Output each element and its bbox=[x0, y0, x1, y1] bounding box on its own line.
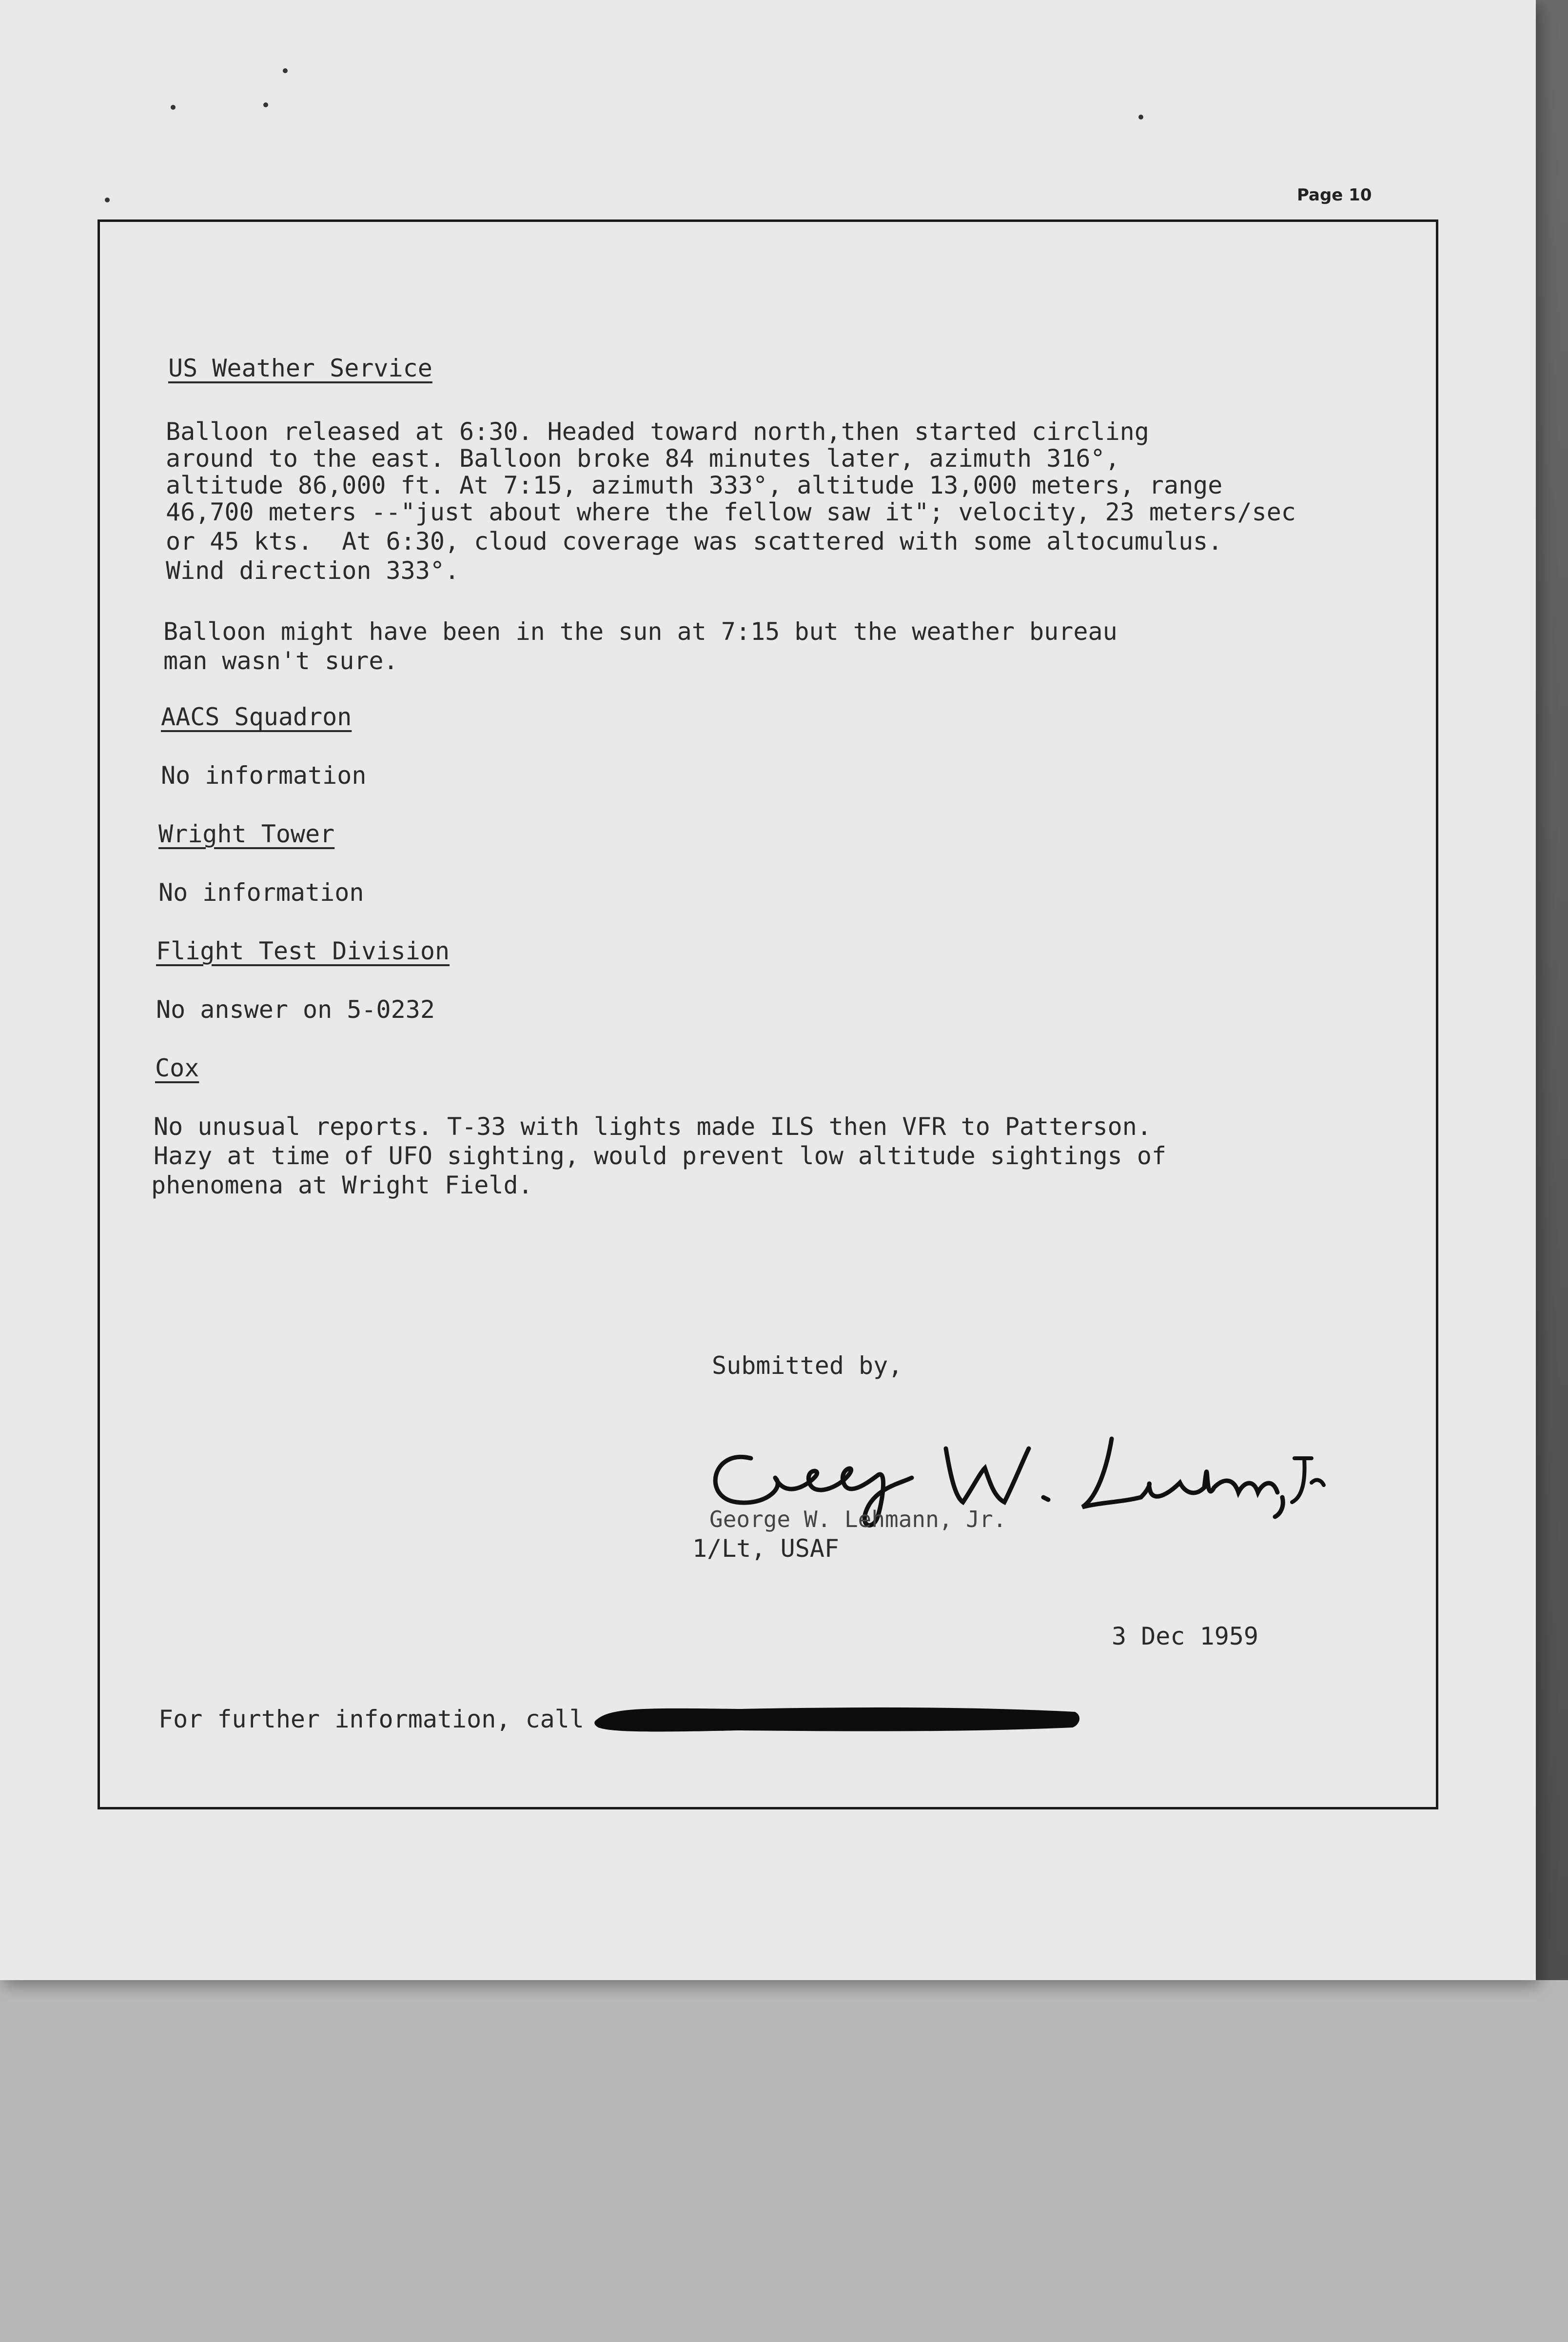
further-info-text: For further information, call bbox=[158, 1705, 584, 1733]
tower-body: No information bbox=[158, 878, 364, 907]
section-heading-weather: US Weather Service bbox=[168, 354, 432, 382]
weather-line-4: 46,700 meters --"just about where the fellow saw it"; velocity, 23 meters/sec bbox=[166, 498, 1296, 526]
section-heading-cox: Cox bbox=[155, 1054, 199, 1082]
redaction-icon bbox=[592, 1702, 1085, 1736]
cox-line-2: Hazy at time of UFO sighting, would prevent low altitude sightings of bbox=[154, 1142, 1167, 1170]
aacs-body: No information bbox=[161, 761, 367, 790]
cox-line-3: phenomena at Wright Field. bbox=[151, 1171, 533, 1199]
document-date: 3 Dec 1959 bbox=[1112, 1622, 1259, 1650]
section-heading-flight-test: Flight Test Division bbox=[156, 937, 450, 965]
weather-line-6: Wind direction 333°. bbox=[166, 556, 460, 585]
scan-speck bbox=[263, 102, 268, 107]
weather-line-5: or 45 kts. At 6:30, cloud coverage was scattered with some altocumulus. bbox=[166, 527, 1223, 556]
section-heading-tower: Wright Tower bbox=[158, 820, 335, 848]
scan-speck bbox=[171, 105, 176, 110]
weather-line-1: Balloon released at 6:30. Headed toward north,then started circling bbox=[166, 417, 1149, 446]
weather-line-2: around to the east. Balloon broke 84 minutes later, azimuth 316°, bbox=[166, 444, 1120, 473]
submitted-by: Submitted by, bbox=[712, 1351, 903, 1380]
weather-note-line-2: man wasn't sure. bbox=[163, 647, 398, 675]
signer-rank: 1/Lt, USAF bbox=[692, 1534, 840, 1563]
page-number: Page 10 bbox=[1297, 185, 1372, 205]
weather-note-line-1: Balloon might have been in the sun at 7:15 but the weather bureau bbox=[163, 617, 1117, 646]
signer-name: George W. Lehmann, Jr. bbox=[709, 1506, 1007, 1532]
section-heading-aacs: AACS Squadron bbox=[161, 703, 352, 731]
scan-speck bbox=[1138, 115, 1143, 119]
flight-test-body: No answer on 5-0232 bbox=[156, 995, 435, 1024]
cox-line-1: No unusual reports. T-33 with lights made ILS then VFR to Patterson. bbox=[154, 1112, 1152, 1141]
scan-speck bbox=[105, 198, 110, 202]
scan-speck bbox=[283, 68, 288, 73]
lower-paper-strip bbox=[0, 1980, 1568, 2342]
weather-line-3: altitude 86,000 ft. At 7:15, azimuth 333°, altitude 13,000 meters, range bbox=[166, 471, 1223, 499]
